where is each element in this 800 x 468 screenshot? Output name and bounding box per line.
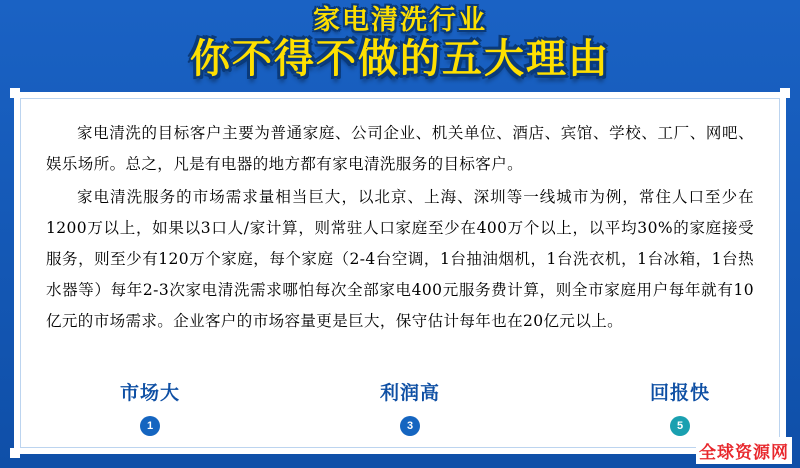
- reason-label: 市场大: [119, 383, 180, 404]
- body-text: [46, 118, 754, 339]
- reason-label: 利润高: [379, 383, 440, 404]
- paragraph: 家电清洗服务的市场需求量相当巨大，以北京、上海、深圳等一线城市为例，常住人口至少在1200万以上，如果以3口人/家计算，则常驻人口家庭至少在400万个以上，以平均30%的家庭接受服务，则至少有120万个家庭，每个家庭（2-4台空调，1台抽油烟机，1台洗衣机，1台冰箱，1台热水器等）每年2-3次家电清洗需求哪怕每次全部家电400元服务费计算，则全市家庭用户每年就有10亿元的市场需求。企业客户的市场容量更是巨大，保守估计每年也在20亿元以上。: [46, 188, 754, 330]
- watermark: 全球资源网: [696, 437, 792, 464]
- reasons-row: [30, 382, 770, 452]
- page-title-line1: 家电清洗行业: [313, 5, 487, 35]
- frame-corner-top-left: [10, 88, 20, 98]
- page-title-line2: 你不得不做的五大理由: [190, 37, 610, 81]
- reason-item-return: [600, 382, 760, 436]
- paragraph: 家电清洗的目标客户主要为普通家庭、公司企业、机关单位、酒店、宾馆、学校、工厂、网吧、娱乐场所。总之，凡是有电器的地方都有家电清洗服务的目标客户。: [46, 124, 754, 173]
- frame-corner-top-right: [780, 88, 790, 98]
- reason-label: 回报快: [649, 383, 710, 404]
- reason-item-profit: [330, 382, 490, 436]
- frame-corner-bottom-left: [10, 448, 20, 458]
- reason-number-badge: 3: [400, 416, 420, 436]
- reason-number-badge: 1: [140, 416, 160, 436]
- poster-header: [0, 4, 800, 84]
- reason-item-market: [70, 382, 230, 436]
- reason-number-badge: 5: [670, 416, 690, 436]
